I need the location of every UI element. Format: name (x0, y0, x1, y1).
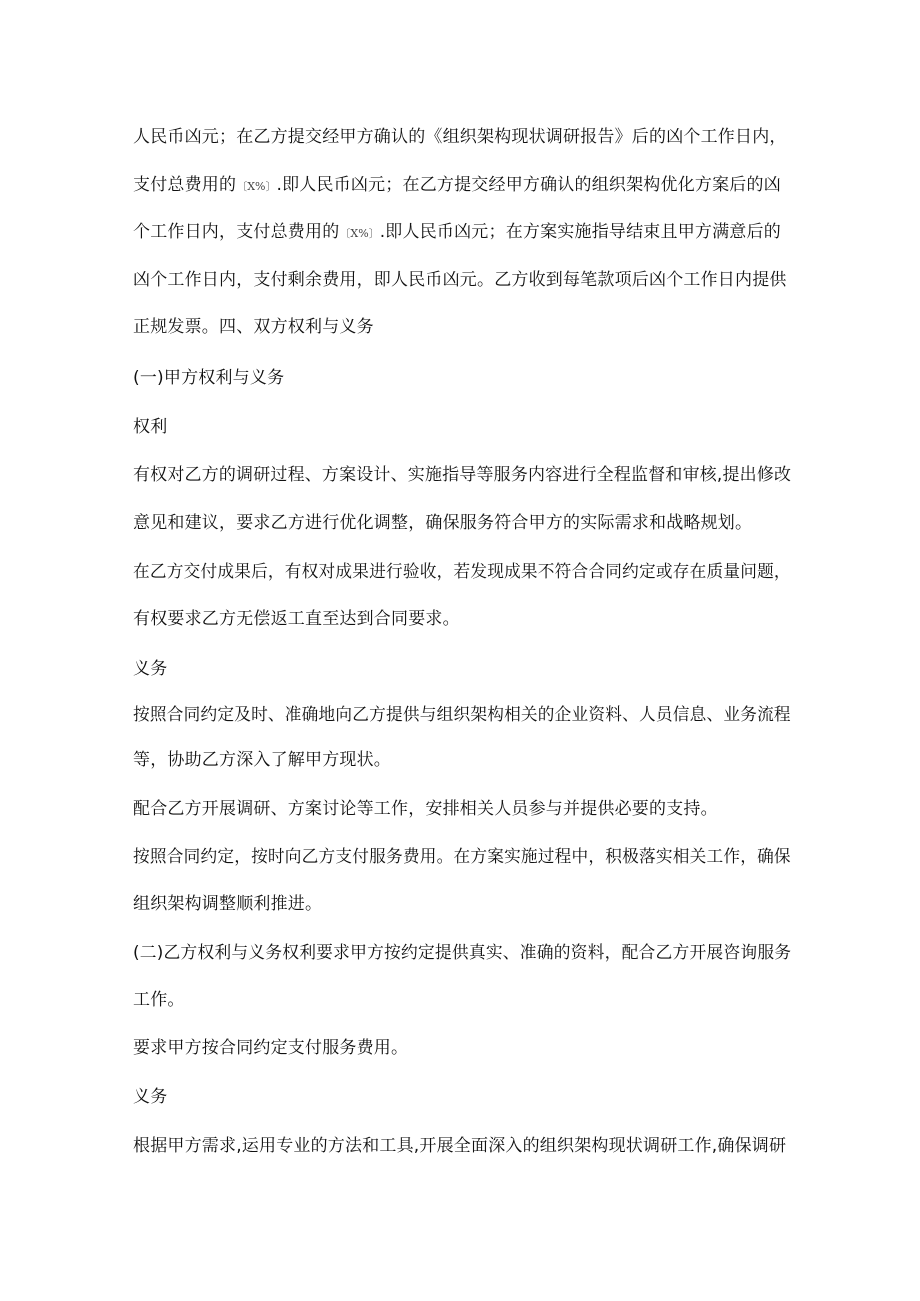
text-line: 人民币凶元；在乙方提交经甲方确认的《组织架构现状调研报告》后的凶个工作日内， (133, 127, 787, 147)
placeholder-percent: 〔X%〕 (339, 227, 380, 240)
text-line: 凶个工作日内，支付剩余费用，即人民币凶元。乙方收到每笔款项后凶个工作日内提供 (133, 270, 787, 290)
section-heading: (一)甲方权利与义务 (133, 368, 285, 388)
text-segment: .即人民币凶元；在乙方提交经甲方确认的组织架构优化方案后的凶 (276, 175, 781, 195)
text-line: 正规发票。四、双方权利与义务 (133, 317, 374, 337)
subsection-heading: 权利 (133, 417, 168, 437)
text-line (133, 220, 781, 246)
subsection-heading: 义务 (133, 1087, 168, 1107)
text-segment: .即人民币凶元；在方案实施指导结束且甲方满意后的 (379, 222, 781, 242)
text-segment: 个工作日内，支付总费用的 (133, 222, 340, 242)
text-line: 工作。 (133, 990, 185, 1010)
text-line: 等，协助乙方深入了解甲方现状。 (133, 750, 391, 770)
text-line: 按照合同约定及时、准确地向乙方提供与组织架构相关的企业资料、人员信息、业务流程 (133, 705, 791, 725)
text-line: 按照合同约定，按时向乙方支付服务费用。在方案实施过程中，积极落实相关工作，确保 (133, 847, 791, 867)
text-line: 意见和建议，要求乙方进行优化调整，确保服务符合甲方的实际需求和战略规划。 (133, 513, 753, 533)
text-line: 根据甲方需求,运用专业的方法和工具,开展全面深入的组织架构现状调研工作,确保调研 (133, 1136, 787, 1156)
text-line: 在乙方交付成果后，有权对成果进行验收，若发现成果不符合合同约定或存在质量问题， (133, 562, 791, 582)
text-segment: 支付总费用的 (133, 175, 237, 195)
subsection-heading: 义务 (133, 659, 168, 679)
text-line: 组织架构调整顺利推进。 (133, 894, 323, 914)
placeholder-percent: 〔X%〕 (236, 180, 277, 193)
text-line: 有权对乙方的调研过程、方案设计、实施指导等服务内容进行全程监督和审核,提出修改 (133, 465, 792, 485)
text-line (133, 173, 781, 199)
text-line: 要求甲方按合同约定支付服务费用。 (133, 1038, 409, 1058)
text-line: 有权要求乙方无偿返工直至达到合同要求。 (133, 609, 460, 629)
text-line: 配合乙方开展调研、方案讨论等工作，安排相关人员参与并提供必要的支持。 (133, 799, 718, 819)
section-heading: (二)乙方权利与义务权利要求甲方按约定提供真实、准确的资料，配合乙方开展咨询服务 (133, 943, 792, 963)
